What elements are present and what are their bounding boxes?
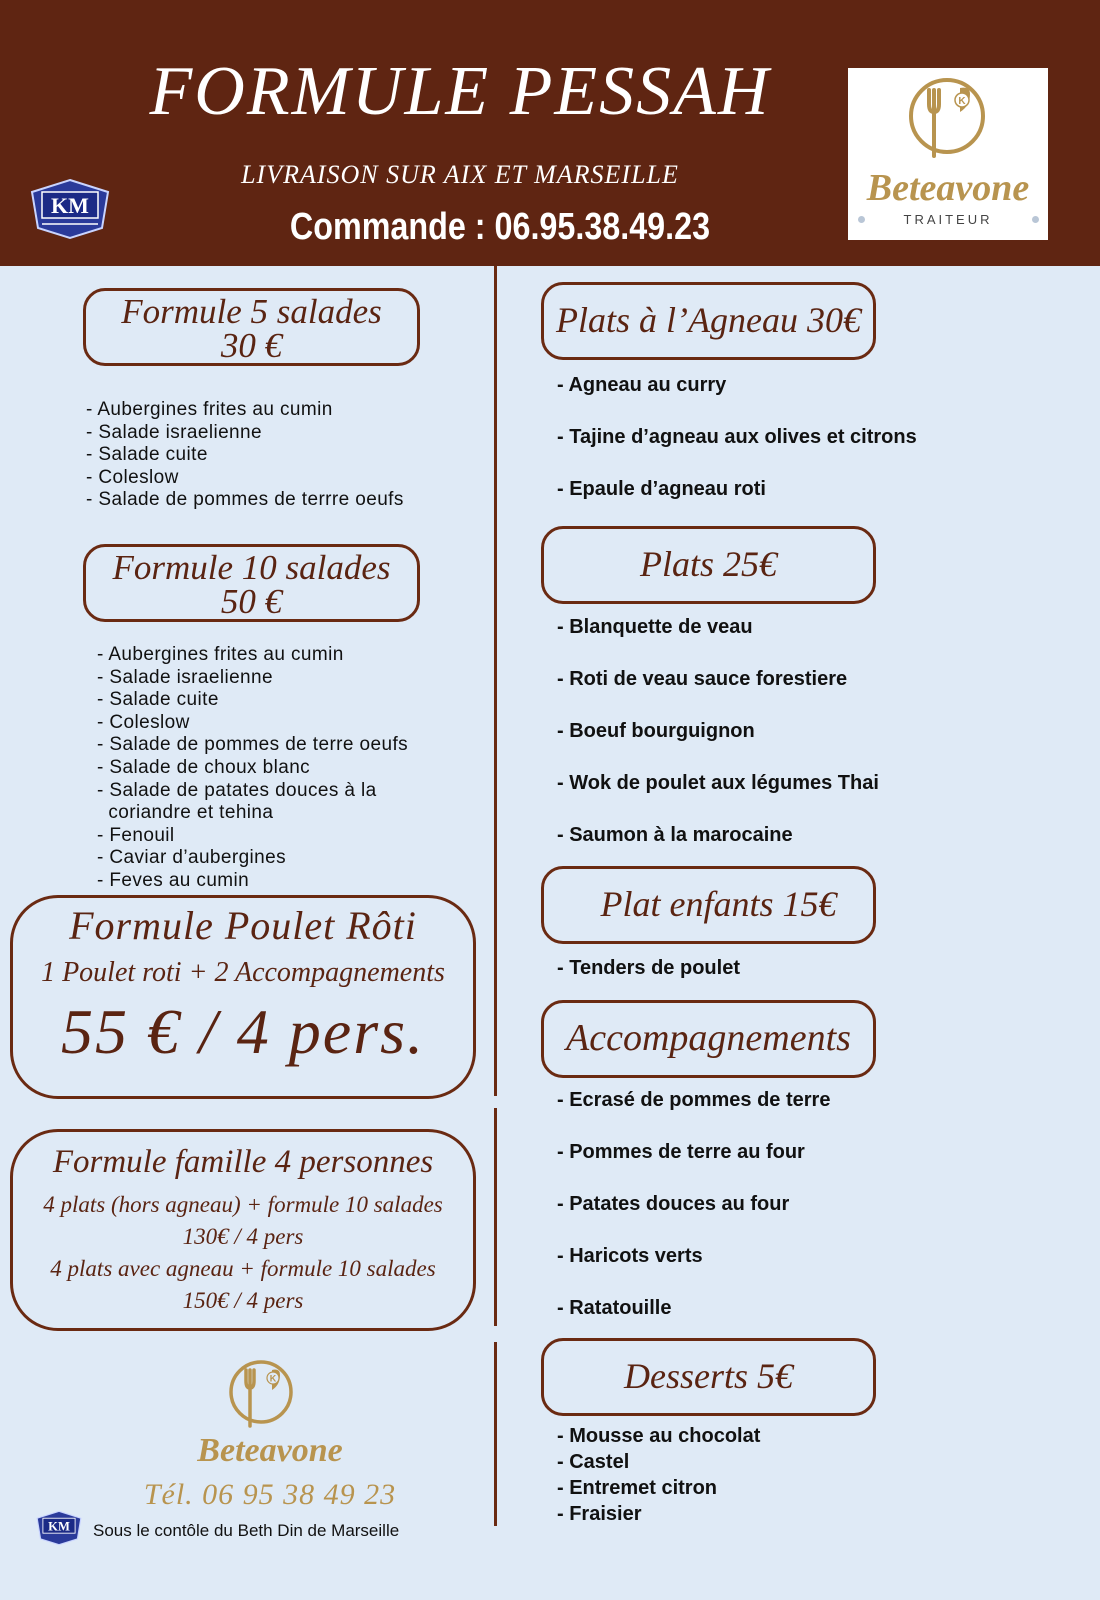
brand-name: Beteavone — [866, 167, 1030, 209]
list-item: - Roti de veau sauce forestiere — [557, 668, 848, 690]
poulet-title: Formule Poulet Rôti — [69, 903, 417, 948]
list-item: - Blanquette de veau — [557, 616, 753, 638]
list-item: - Salade israelienne — [86, 421, 262, 443]
formule-5-price: 30 € — [220, 326, 283, 365]
enfants-title: Plat enfants 15€ — [600, 884, 837, 924]
poulet-description: 1 Poulet roti + 2 Accompagnements — [41, 957, 445, 988]
list-item: - Fenouil — [97, 824, 175, 846]
poulet-price: 55 € / 4 pers. — [61, 996, 425, 1067]
fork-knife-logo-icon — [226, 1356, 296, 1432]
list-item: - Epaule d’agneau roti — [557, 478, 766, 500]
famille-price-2: 150€ / 4 pers — [182, 1288, 304, 1313]
list-item: - Caviar d’aubergines — [97, 847, 286, 869]
km-logo-text: KM — [51, 193, 89, 218]
list-item: - Ratatouille — [557, 1297, 672, 1319]
list-item: - Castel — [557, 1451, 630, 1473]
column-divider — [494, 1108, 497, 1326]
formule-10-list — [97, 644, 408, 893]
list-item: - Tajine d’agneau aux olives et citrons — [557, 426, 917, 448]
list-item: - Salade de patates douces à la — [97, 779, 377, 801]
list-item: - Aubergines frites au cumin — [97, 644, 344, 665]
plat-enfants-heading — [541, 866, 876, 944]
brand-logo-box — [848, 68, 1048, 240]
accompagnements-heading — [541, 1000, 876, 1078]
column-divider — [494, 266, 497, 1096]
list-item: - Coleslow — [86, 466, 179, 488]
list-item: - Saumon à la marocaine — [557, 824, 793, 846]
decorative-dot — [1032, 216, 1039, 223]
list-item: coriandre et tehina — [97, 802, 274, 824]
desserts-heading — [541, 1338, 876, 1416]
list-item: - Coleslow — [97, 711, 190, 733]
desserts-title: Desserts 5€ — [624, 1356, 793, 1396]
formule-10-salades-heading — [83, 544, 420, 622]
list-item: - Boeuf bourguignon — [557, 720, 755, 742]
list-item: - Patates douces au four — [557, 1193, 790, 1215]
list-item: - Haricots verts — [557, 1245, 703, 1267]
kashrut-note: Sous le contôle du Beth Din de Marseille — [93, 1521, 400, 1540]
famille-price-1: 130€ / 4 pers — [182, 1224, 304, 1249]
formule-10-price: 50 € — [220, 582, 283, 621]
header-banner — [0, 0, 1100, 266]
plats-title: Plats 25€ — [639, 544, 777, 584]
list-item: - Tenders de poulet — [557, 957, 740, 979]
delivery-subtitle: LIVRAISON SUR AIX ET MARSEILLE — [241, 160, 679, 189]
list-item: - Pommes de terre au four — [557, 1141, 805, 1163]
page-title: FORMULE PESSAH — [149, 53, 771, 130]
km-kashrut-logo-icon — [36, 1508, 82, 1548]
list-item: - Feves au cumin — [97, 869, 250, 891]
formule-5-list — [86, 399, 404, 512]
list-item: - Aubergines frites au cumin — [86, 399, 333, 420]
list-item: - Agneau au curry — [557, 374, 727, 396]
footer-phone: Tél. 06 95 38 49 23 — [143, 1478, 397, 1511]
list-item: - Salade cuite — [97, 689, 219, 711]
order-phone: Commande : 06.95.38.49.23 — [289, 206, 711, 248]
svg-text:K: K — [269, 1373, 277, 1384]
fork-knife-logo-icon — [904, 72, 990, 166]
svg-text:K: K — [958, 96, 966, 107]
list-item: - Mousse au chocolat — [557, 1425, 761, 1447]
km-kashrut-logo-icon — [30, 178, 110, 240]
list-item: - Salade cuite — [86, 444, 208, 466]
list-item: - Salade israelienne — [97, 666, 273, 688]
accompagnements-title: Accompagnements — [566, 1017, 851, 1059]
km-logo-text: KM — [48, 1519, 70, 1534]
formule-5-salades-heading — [83, 288, 420, 366]
famille-option-1: 4 plats (hors agneau) + formule 10 salades — [43, 1192, 443, 1217]
column-divider — [494, 1342, 497, 1526]
list-item: - Wok de poulet aux légumes Thai — [557, 772, 879, 794]
plats-agneau-heading — [541, 282, 876, 360]
list-item: - Salade de choux blanc — [97, 756, 311, 778]
footer-brand-name: Beteavone — [197, 1432, 343, 1469]
formule-famille-box — [10, 1129, 476, 1331]
formule-5-title: Formule 5 salades — [121, 292, 382, 331]
formule-10-title: Formule 10 salades — [112, 548, 391, 587]
list-item: - Salade de pommes de terre oeufs — [97, 734, 409, 756]
list-item: - Fraisier — [557, 1503, 642, 1525]
list-item: - Salade de pommes de terrre oeufs — [86, 489, 404, 511]
agneau-title: Plats à l’Agneau 30€ — [556, 300, 861, 340]
list-item: - Ecrasé de pommes de terre — [557, 1089, 831, 1111]
formule-poulet-roti-box — [10, 895, 476, 1099]
famille-title: Formule famille 4 personnes — [52, 1144, 434, 1180]
famille-option-2: 4 plats avec agneau + formule 10 salades — [50, 1256, 436, 1281]
plats-heading — [541, 526, 876, 604]
list-item: - Entremet citron — [557, 1477, 718, 1499]
brand-subtitle: TRAITEUR — [903, 212, 993, 227]
